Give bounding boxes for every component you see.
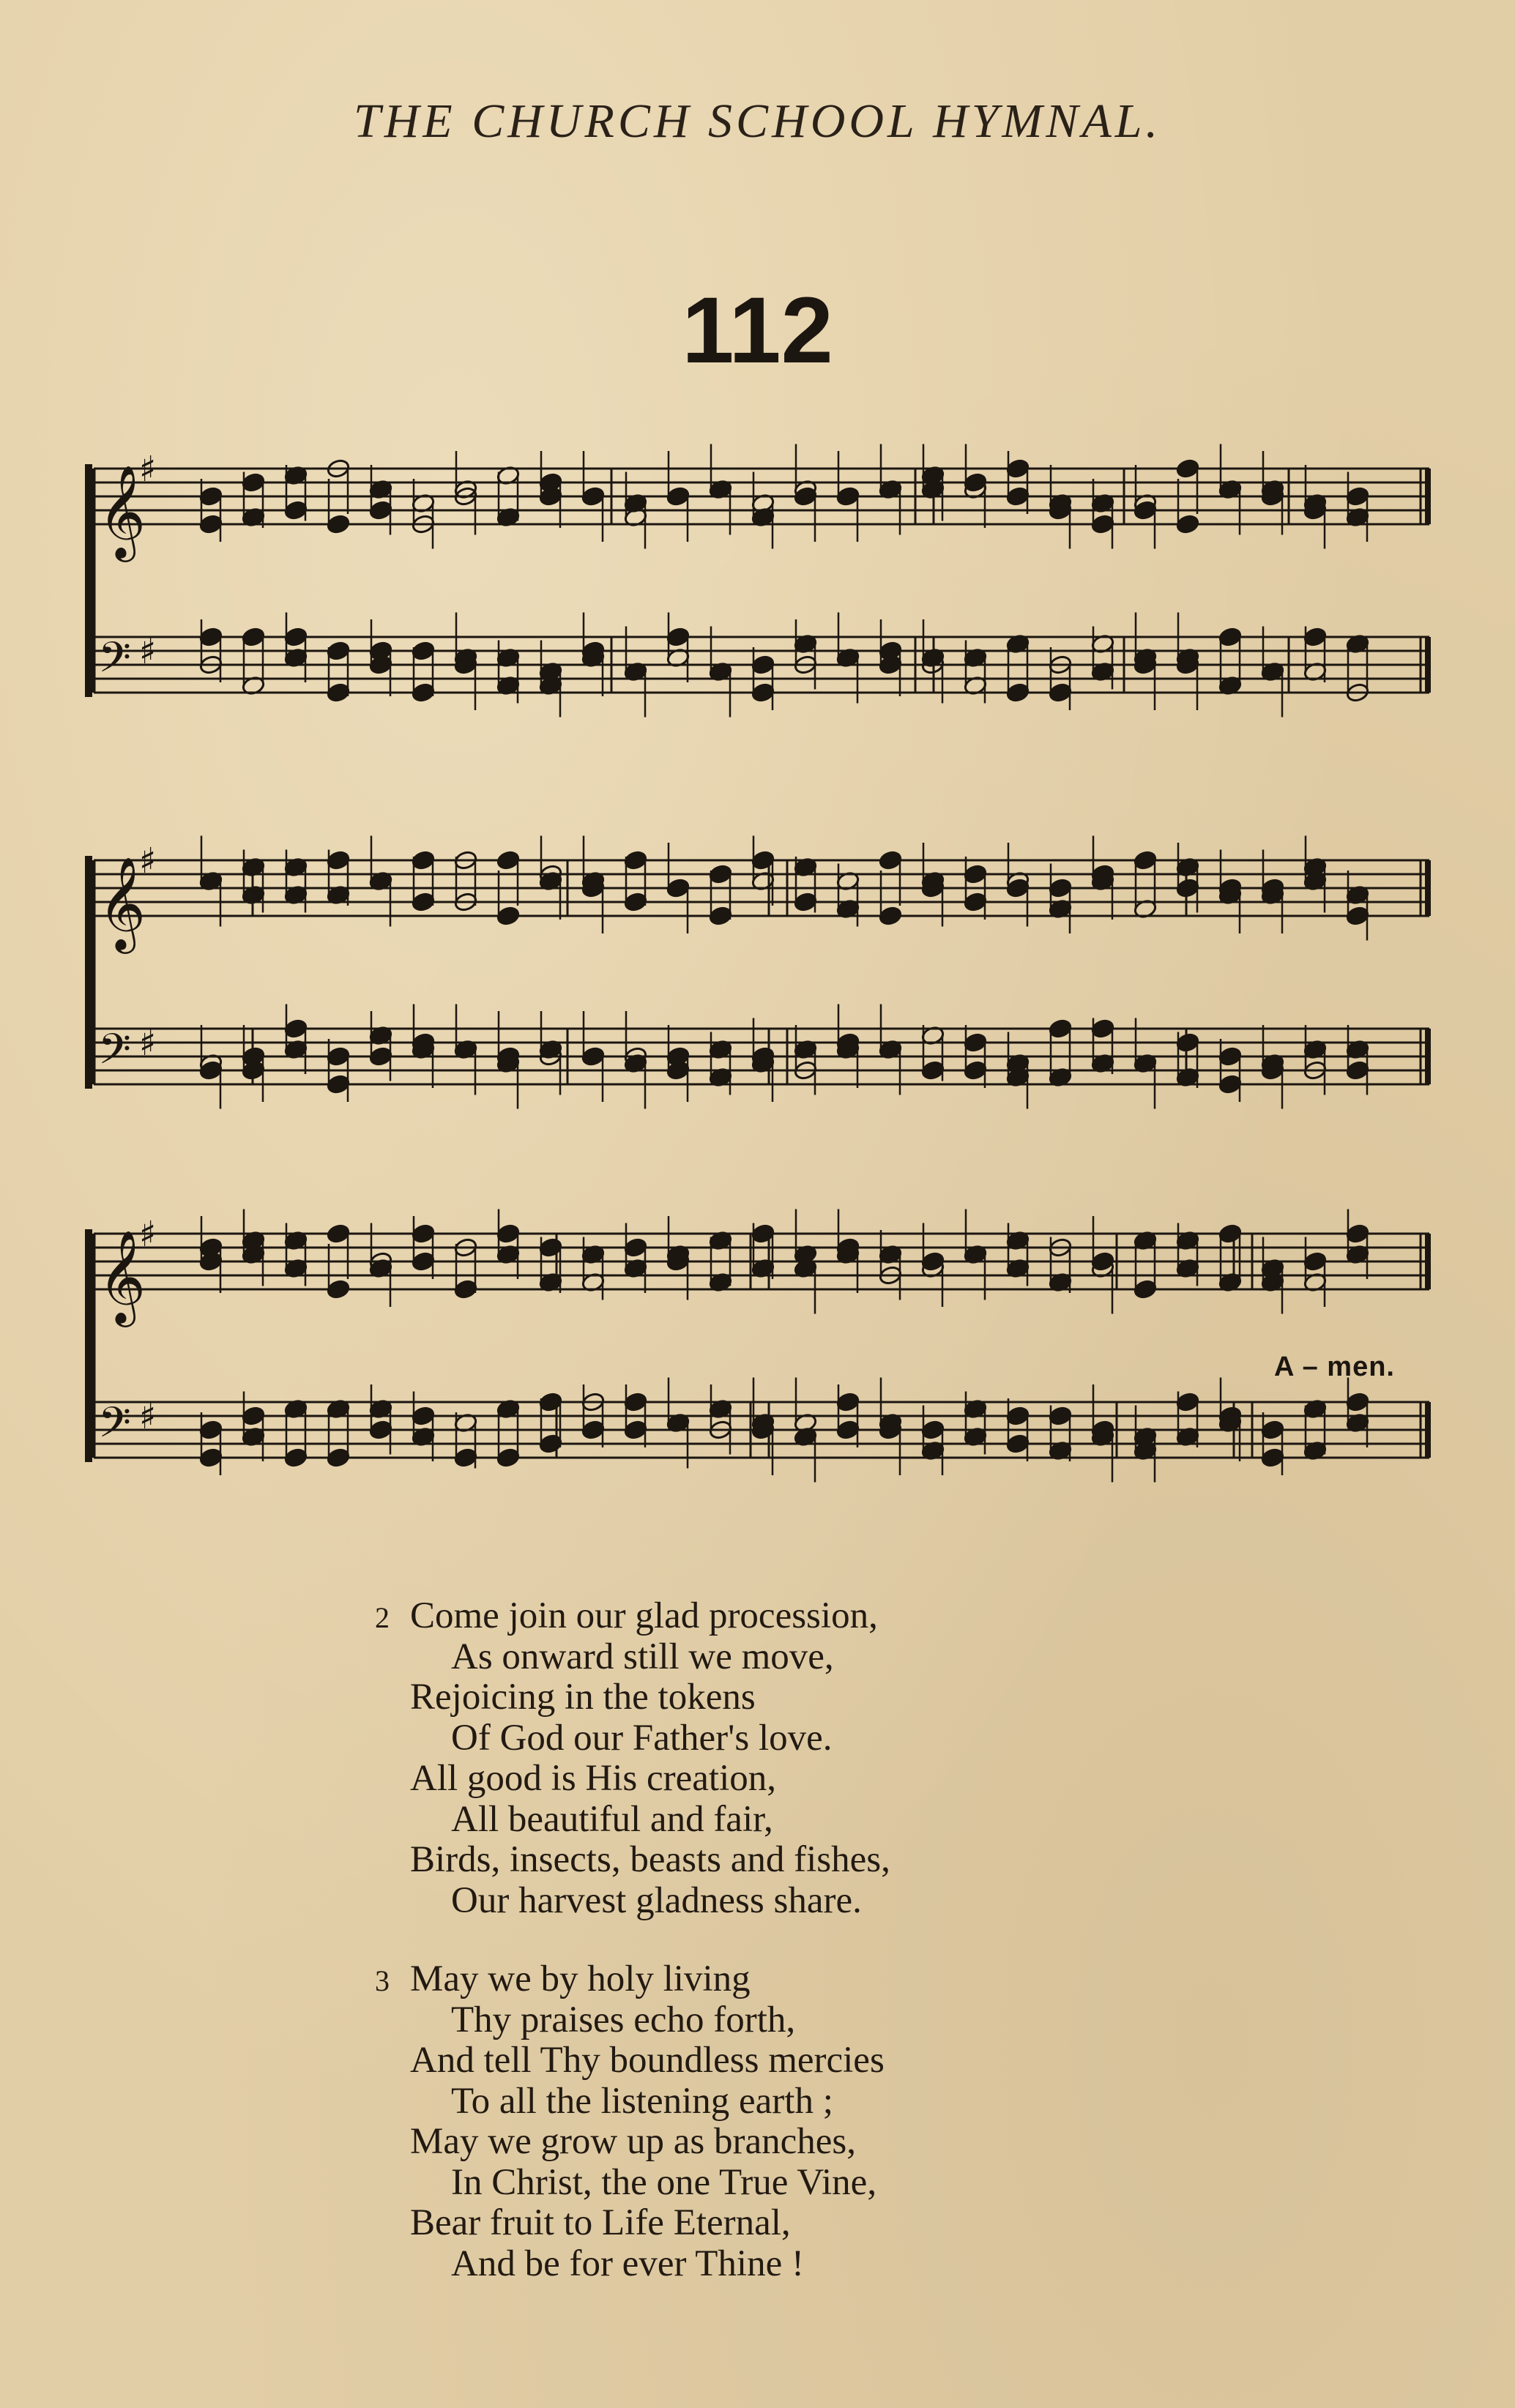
notehead: [751, 655, 775, 675]
notehead: [1218, 1046, 1242, 1067]
verses-block: [375, 1595, 1216, 2322]
notehead: [411, 1223, 435, 1244]
notehead: [326, 1447, 350, 1468]
notehead: [198, 514, 223, 534]
final-barline: [1425, 1029, 1431, 1084]
notehead: [198, 627, 223, 647]
notehead: [963, 1032, 987, 1053]
notehead: [963, 892, 987, 912]
notehead: [666, 627, 690, 647]
system-bracket: [85, 1229, 92, 1462]
notehead: [411, 850, 435, 871]
notehead: [878, 906, 902, 926]
notehead: [1175, 1032, 1199, 1053]
notehead: [1260, 1447, 1284, 1468]
notehead: [368, 500, 392, 521]
score-systems: [85, 444, 1431, 1483]
notehead: [283, 1447, 308, 1468]
notehead: [411, 1406, 435, 1426]
notehead: [453, 1279, 477, 1300]
notehead: [581, 486, 605, 507]
notehead: [411, 1251, 435, 1272]
treble-clef: 𝄞: [98, 856, 146, 950]
bass-clef: 𝄢: [98, 633, 132, 693]
notehead: [1005, 1406, 1030, 1426]
bass-clef: 𝄢: [98, 1398, 132, 1458]
notehead: [1345, 906, 1369, 926]
verse-line: May we grow up as branches,: [410, 2121, 856, 2162]
key-signature-sharp: ♯: [139, 840, 157, 882]
notehead: [793, 892, 817, 912]
notehead: [1303, 1251, 1327, 1272]
notehead: [1218, 1223, 1242, 1244]
notehead: [1303, 627, 1327, 647]
notehead: [283, 627, 308, 647]
notehead: [496, 850, 520, 871]
notehead: [538, 1392, 562, 1412]
notehead: [496, 906, 520, 926]
notehead: [496, 1223, 520, 1244]
key-signature-sharp: ♯: [139, 1023, 157, 1065]
notehead: [1133, 1279, 1157, 1300]
notehead: [283, 500, 308, 521]
notehead: [1133, 850, 1157, 871]
notehead: [326, 682, 350, 703]
treble-clef: 𝄞: [98, 464, 146, 558]
notehead: [326, 514, 350, 534]
notehead: [1048, 878, 1072, 898]
notehead: [623, 1237, 647, 1258]
notehead: [1175, 878, 1199, 898]
notehead: [708, 864, 732, 884]
notehead: [326, 1074, 350, 1095]
notehead: [1048, 1406, 1072, 1426]
verse-line: Rejoicing in the tokens: [410, 1677, 756, 1718]
verse-line: And be for ever Thine !: [451, 2243, 804, 2284]
notehead: [751, 850, 775, 871]
notehead: [1345, 486, 1369, 507]
notehead: [496, 1447, 520, 1468]
final-barline: [1425, 637, 1431, 693]
bass-clef: 𝄢: [98, 1024, 132, 1084]
notehead: [623, 1420, 647, 1440]
notehead: [751, 1223, 775, 1244]
notehead: [538, 1434, 562, 1454]
notehead: [708, 906, 732, 926]
notehead: [326, 1279, 350, 1300]
verse-line: In Christ, the one True Vine,: [451, 2161, 877, 2203]
notehead: [241, 1406, 265, 1426]
final-barline: [1425, 1234, 1431, 1289]
notehead: [368, 1420, 392, 1440]
notehead: [920, 1420, 945, 1440]
notehead: [1345, 1223, 1369, 1244]
notehead: [581, 1420, 605, 1440]
system-bracket: [85, 856, 92, 1089]
running-title: THE CHURCH SCHOOL HYMNAL.: [354, 94, 1161, 148]
notehead: [411, 682, 435, 703]
notehead: [1175, 458, 1199, 479]
verse-line: All beautiful and fair,: [451, 1798, 773, 1840]
verse-line: And tell Thy boundless mercies: [410, 2040, 885, 2081]
notehead: [623, 892, 647, 912]
stanza-number: 3: [375, 1964, 390, 1997]
notehead: [326, 1046, 350, 1067]
hymn-number: 112: [682, 278, 833, 383]
verse-line: Thy praises echo forth,: [451, 1999, 796, 2040]
notehead: [835, 1392, 860, 1412]
notehead: [1005, 458, 1030, 479]
notehead: [1218, 1074, 1242, 1095]
notehead: [241, 472, 265, 493]
amen-label: A – men.: [1274, 1352, 1395, 1382]
verse-line: Of God our Father's love.: [451, 1717, 833, 1759]
key-signature-sharp: ♯: [139, 1214, 157, 1256]
notehead: [453, 1447, 477, 1468]
notehead: [1345, 1060, 1369, 1081]
verse-line: Bear fruit to Life Eternal,: [410, 2202, 791, 2243]
notehead: [1048, 1018, 1072, 1039]
stanza-number: 2: [375, 1601, 390, 1634]
verse-line: May we by holy living: [410, 1958, 751, 1999]
verse-line: Our harvest gladness share.: [451, 1879, 862, 1921]
notehead: [751, 682, 775, 703]
notehead: [326, 641, 350, 661]
verse-line: Come join our glad procession,: [410, 1595, 878, 1636]
notehead: [411, 641, 435, 661]
notehead: [241, 627, 265, 647]
notehead: [963, 1060, 987, 1081]
system-bracket: [85, 464, 92, 697]
notehead: [198, 1447, 223, 1468]
notehead: [1090, 514, 1114, 534]
notehead: [1218, 627, 1242, 647]
notehead: [283, 1018, 308, 1039]
notehead: [538, 1237, 562, 1258]
key-signature-sharp: ♯: [139, 1396, 157, 1438]
notehead: [1005, 1434, 1030, 1454]
notehead: [666, 486, 690, 507]
notehead: [920, 1060, 945, 1081]
key-signature-sharp: ♯: [139, 449, 157, 491]
verse-line: As onward still we move,: [451, 1636, 834, 1677]
notehead: [198, 1420, 223, 1440]
verse-line: Birds, insects, beasts and fishes,: [410, 1839, 890, 1880]
notehead: [878, 850, 902, 871]
verse-line: To all the listening earth ;: [451, 2080, 833, 2122]
final-barline: [1425, 860, 1431, 916]
verse-line: All good is His creation,: [410, 1758, 777, 1799]
notehead: [835, 1420, 860, 1440]
notehead: [1175, 1392, 1199, 1412]
notehead: [1175, 514, 1199, 534]
stanza-3: [375, 1958, 1216, 2284]
notehead: [581, 1046, 605, 1067]
notehead: [198, 486, 223, 507]
key-signature-sharp: ♯: [139, 631, 157, 673]
notehead: [623, 850, 647, 871]
notehead: [368, 1046, 392, 1067]
notehead: [963, 864, 987, 884]
notehead: [623, 1392, 647, 1412]
treble-clef: 𝄞: [98, 1229, 146, 1323]
notehead: [1345, 1392, 1369, 1412]
notehead: [326, 1223, 350, 1244]
notehead: [1260, 1420, 1284, 1440]
notehead: [1005, 682, 1030, 703]
notehead: [666, 878, 690, 898]
notehead: [835, 486, 860, 507]
stanza-2: [375, 1595, 1216, 1921]
final-barline: [1425, 469, 1431, 524]
notehead: [326, 850, 350, 871]
notehead: [1090, 1018, 1114, 1039]
notehead: [411, 892, 435, 912]
notehead: [1005, 486, 1030, 507]
notehead: [1048, 682, 1072, 703]
final-barline: [1425, 1402, 1431, 1458]
